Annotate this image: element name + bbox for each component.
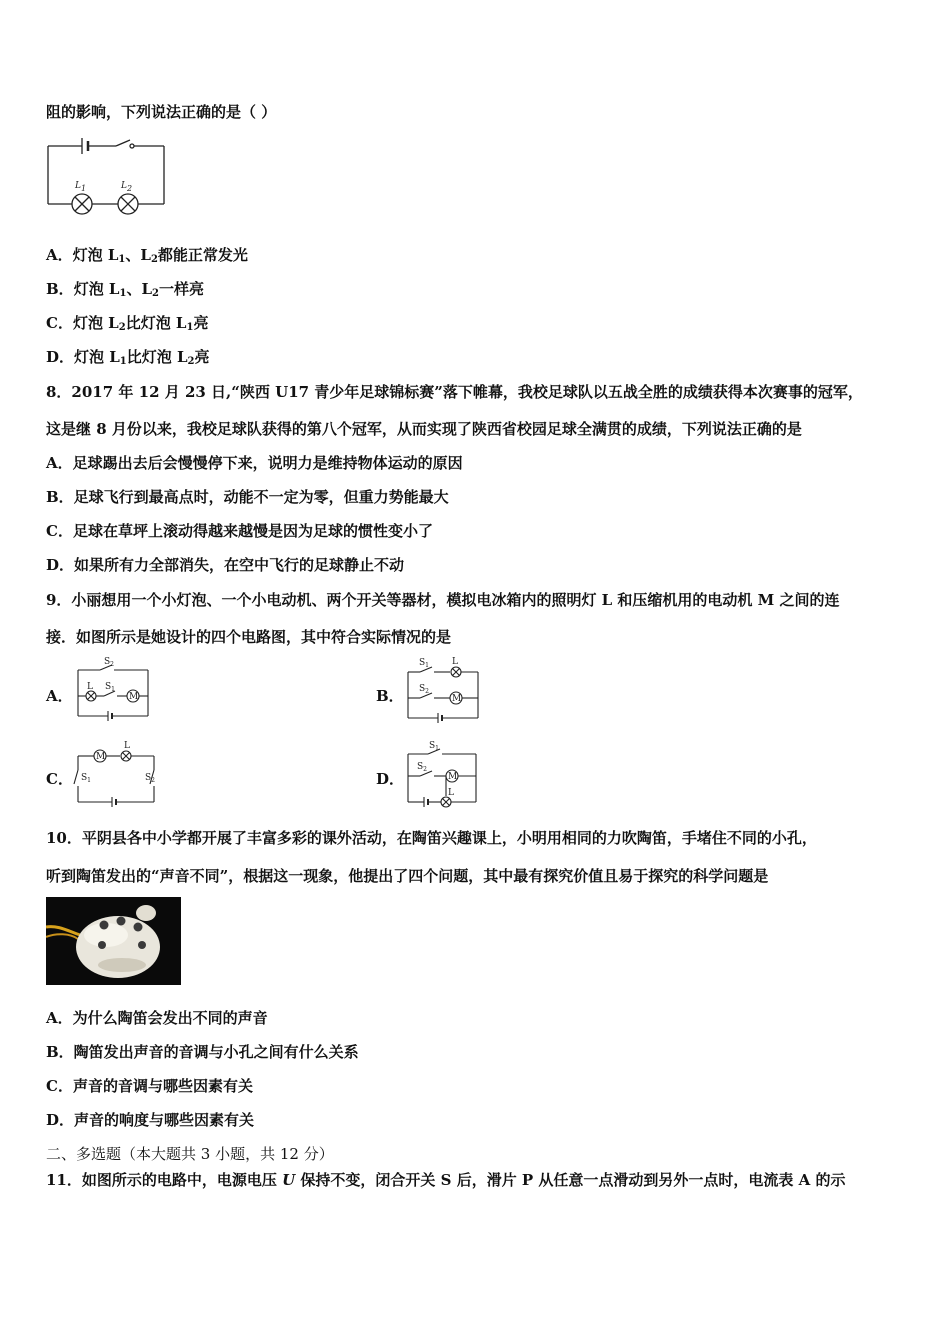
q9-a-l-label: L	[87, 682, 93, 692]
section-title-multiple-choice: 二、多选题（本大题共 3 小题，共 12 分）	[46, 1145, 334, 1163]
q9-option-a-circuit[interactable]	[72, 656, 154, 724]
q10-option-c[interactable]: C．声音的音调与哪些因素有关	[46, 1077, 253, 1095]
q7-circuit-diagram	[44, 132, 170, 218]
q9-option-a-letter[interactable]: A．	[46, 687, 73, 705]
q9-b-motor-label: M	[452, 694, 462, 704]
q9-d-l-label: L	[448, 788, 454, 798]
ocarina-photo	[46, 897, 181, 985]
q8-stem-line2: 这是继 8 月份以来，我校足球队获得的第八个冠军，从而实现了陕西省校园足球全满贯的成绩，下列说法正确的是	[46, 420, 802, 438]
q8-stem-line1: 8．2017 年 12 月 23 日,“陕西 U17 青少年足球锦标赛”落下帷幕，我校足球队以五战全胜的成绩获得本次赛事的冠军，	[46, 383, 863, 401]
q9-a-s2-label: $S_2$	[104, 657, 114, 668]
q9-option-d-circuit[interactable]	[402, 740, 484, 812]
q9-option-b-letter[interactable]: B．	[376, 687, 404, 705]
q11-stem: 11．如图所示的电路中，电源电压 U 保持不变，闭合开关 S 后，滑片 P 从任意一点滑动到另外一点时，电流表 A 的示	[46, 1171, 846, 1189]
q9-c-motor-label: M	[96, 752, 106, 762]
q10-stem-line2: 听到陶笛发出的“声音不同”，根据这一现象，他提出了四个问题，其中最有探究价值且易于探究的科学问题是	[46, 867, 769, 885]
q8-option-a[interactable]: A．足球踢出去后会慢慢停下来，说明力是维持物体运动的原因	[46, 454, 463, 472]
q10-option-d[interactable]: D．声音的响度与哪些因素有关	[46, 1111, 255, 1129]
q7-option-d[interactable]: D．灯泡 $L_1$比灯泡 $L_2$亮	[46, 348, 210, 367]
q9-d-s2-label: $S_2$	[417, 762, 427, 773]
q9-stem-line2: 接．如图所示是她设计的四个电路图，其中符合实际情况的是	[46, 628, 452, 646]
q7-lamp-l1-label: L1	[75, 181, 87, 193]
q8-option-b[interactable]: B．足球飞行到最高点时，动能不一定为零，但重力势能最大	[46, 488, 449, 506]
q7-option-c[interactable]: C．灯泡 $L_2$比灯泡 $L_1$亮	[46, 314, 209, 333]
q9-a-motor-label: M	[129, 692, 139, 702]
q10-option-a[interactable]: A．为什么陶笛会发出不同的声音	[46, 1009, 268, 1027]
q7-stem-tail: 阻的影响，下列说法正确的是（ ）	[46, 103, 277, 121]
q7-lamp-l2-label: L2	[121, 181, 133, 193]
q9-c-s1-label: $S_1$	[81, 773, 91, 784]
q9-b-s2-label: $S_2$	[419, 684, 429, 695]
q9-d-motor-label: M	[448, 772, 458, 782]
q9-option-d-letter[interactable]: D．	[376, 770, 405, 788]
q9-b-s1-label: $S_1$	[419, 658, 429, 669]
q7-option-a[interactable]: A．灯泡 $L_1$、$L_2$都能正常发光	[46, 246, 248, 265]
q8-option-c[interactable]: C．足球在草坪上滚动得越来越慢是因为足球的惯性变小了	[46, 522, 433, 540]
q9-d-s1-label: $S_1$	[429, 741, 439, 752]
q9-c-l-label: L	[124, 741, 130, 751]
q10-option-b[interactable]: B．陶笛发出声音的音调与小孔之间有什么关系	[46, 1043, 359, 1061]
q9-option-b-circuit[interactable]	[402, 656, 484, 724]
q8-option-d[interactable]: D．如果所有力全部消失，在空中飞行的足球静止不动	[46, 556, 405, 574]
q9-stem-line1: 9．小丽想用一个小灯泡、一个小电动机、两个开关等器材，模拟电冰箱内的照明灯 L 和压缩机用的电动机 M 之间的连	[46, 591, 840, 609]
q10-stem-line1: 10．平阴县各中小学都开展了丰富多彩的课外活动，在陶笛兴趣课上，小明用相同的力吹陶笛，手堵住不同的小孔，	[46, 829, 817, 847]
q9-c-s2-label: $S_2$	[145, 773, 155, 784]
q7-option-b[interactable]: B．灯泡 $L_1$、$L_2$一样亮	[46, 280, 204, 299]
q9-option-c-letter[interactable]: C．	[46, 770, 73, 788]
q9-b-l-label: L	[452, 657, 458, 667]
q9-option-c-circuit[interactable]	[72, 740, 162, 810]
q9-a-s1-label: $S_1$	[105, 682, 115, 693]
